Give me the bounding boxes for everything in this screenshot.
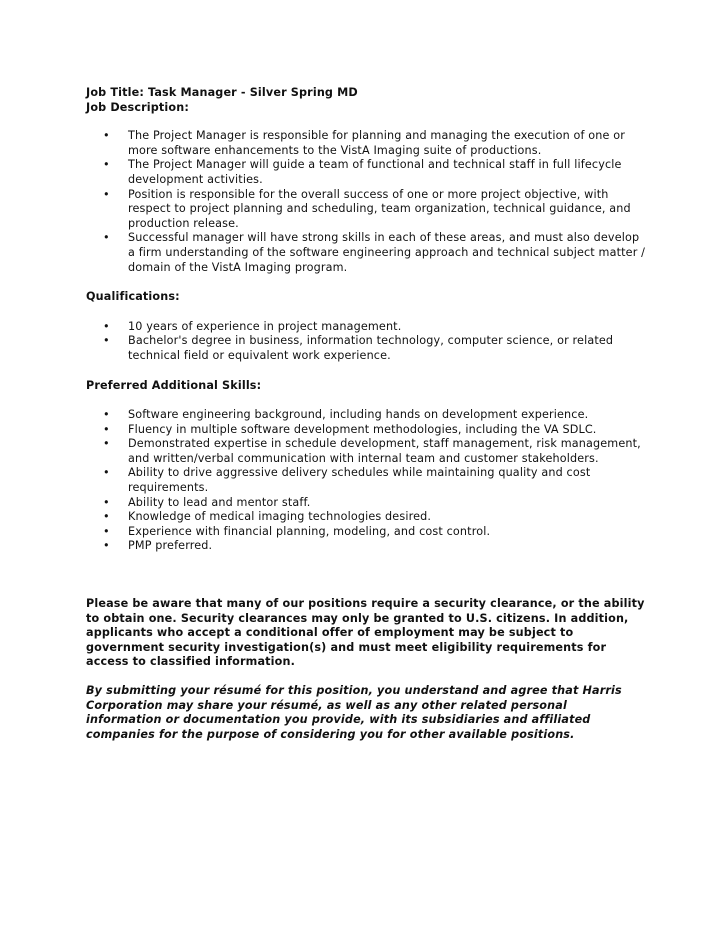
list-item: • Knowledge of medical imaging technologies desired. (86, 510, 646, 525)
list-item: • Fluency in multiple software development methodologies, including the VA SDLC. (86, 423, 646, 438)
job-description-list (86, 129, 646, 275)
job-posting-document (86, 86, 646, 742)
list-item: • Software engineering background, including hands on development experience. (86, 408, 646, 423)
qualifications-heading: Qualifications: (86, 290, 180, 304)
list-item: • Demonstrated expertise in schedule development, staff management, risk management, and written/verbal communication with internal team and customer stakeholders. (86, 437, 646, 466)
list-item: • Ability to drive aggressive delivery schedules while maintaining quality and cost requirements. (86, 466, 646, 495)
list-item: • The Project Manager will guide a team of functional and technical staff in full lifecycle development activities. (86, 158, 646, 187)
list-item: • Position is responsible for the overall success of one or more project objective, with respect to project planning and scheduling, team organization, technical guidance, and production release. (86, 188, 646, 232)
job-title: Job Title: Task Manager - Silver Spring MD (86, 86, 358, 99)
list-item: • PMP preferred. (86, 539, 646, 554)
list-item: • 10 years of experience in project management. (86, 320, 646, 335)
job-description-heading: Job Description: (86, 100, 189, 114)
list-item: • Successful manager will have strong skills in each of these areas, and must also develop a firm understanding of the software engineering approach and technical subject matter / domain of the VistA Imaging program. (86, 231, 646, 275)
security-clearance-notice: Please be aware that many of our positions require a security clearance, or the ability to obtain one. Security clearances may only be granted to U.S. citizens. In addition, applicants who accept a conditional offer of employment may be subject to government security investigation(s) and must meet eligibility requirements for access to classified information. (86, 597, 645, 669)
list-item: • The Project Manager is responsible for planning and managing the execution of one or more software enhancements to the VistA Imaging suite of productions. (86, 129, 646, 158)
resume-sharing-notice: By submitting your résumé for this position, you understand and agree that Harris Corporation may share your résumé, as well as any other related personal information or documentation you provide, with its subsidiaries and affiliated companies for the purpose of considering you for other available positions. (86, 684, 622, 741)
preferred-skills-heading: Preferred Additional Skills: (86, 378, 262, 392)
qualifications-list (86, 320, 646, 364)
preferred-skills-list (86, 408, 646, 554)
list-item: • Experience with financial planning, modeling, and cost control. (86, 525, 646, 540)
list-item: • Bachelor's degree in business, information technology, computer science, or related technical field or equivalent work experience. (86, 334, 646, 363)
list-item: • Ability to lead and mentor staff. (86, 496, 646, 511)
